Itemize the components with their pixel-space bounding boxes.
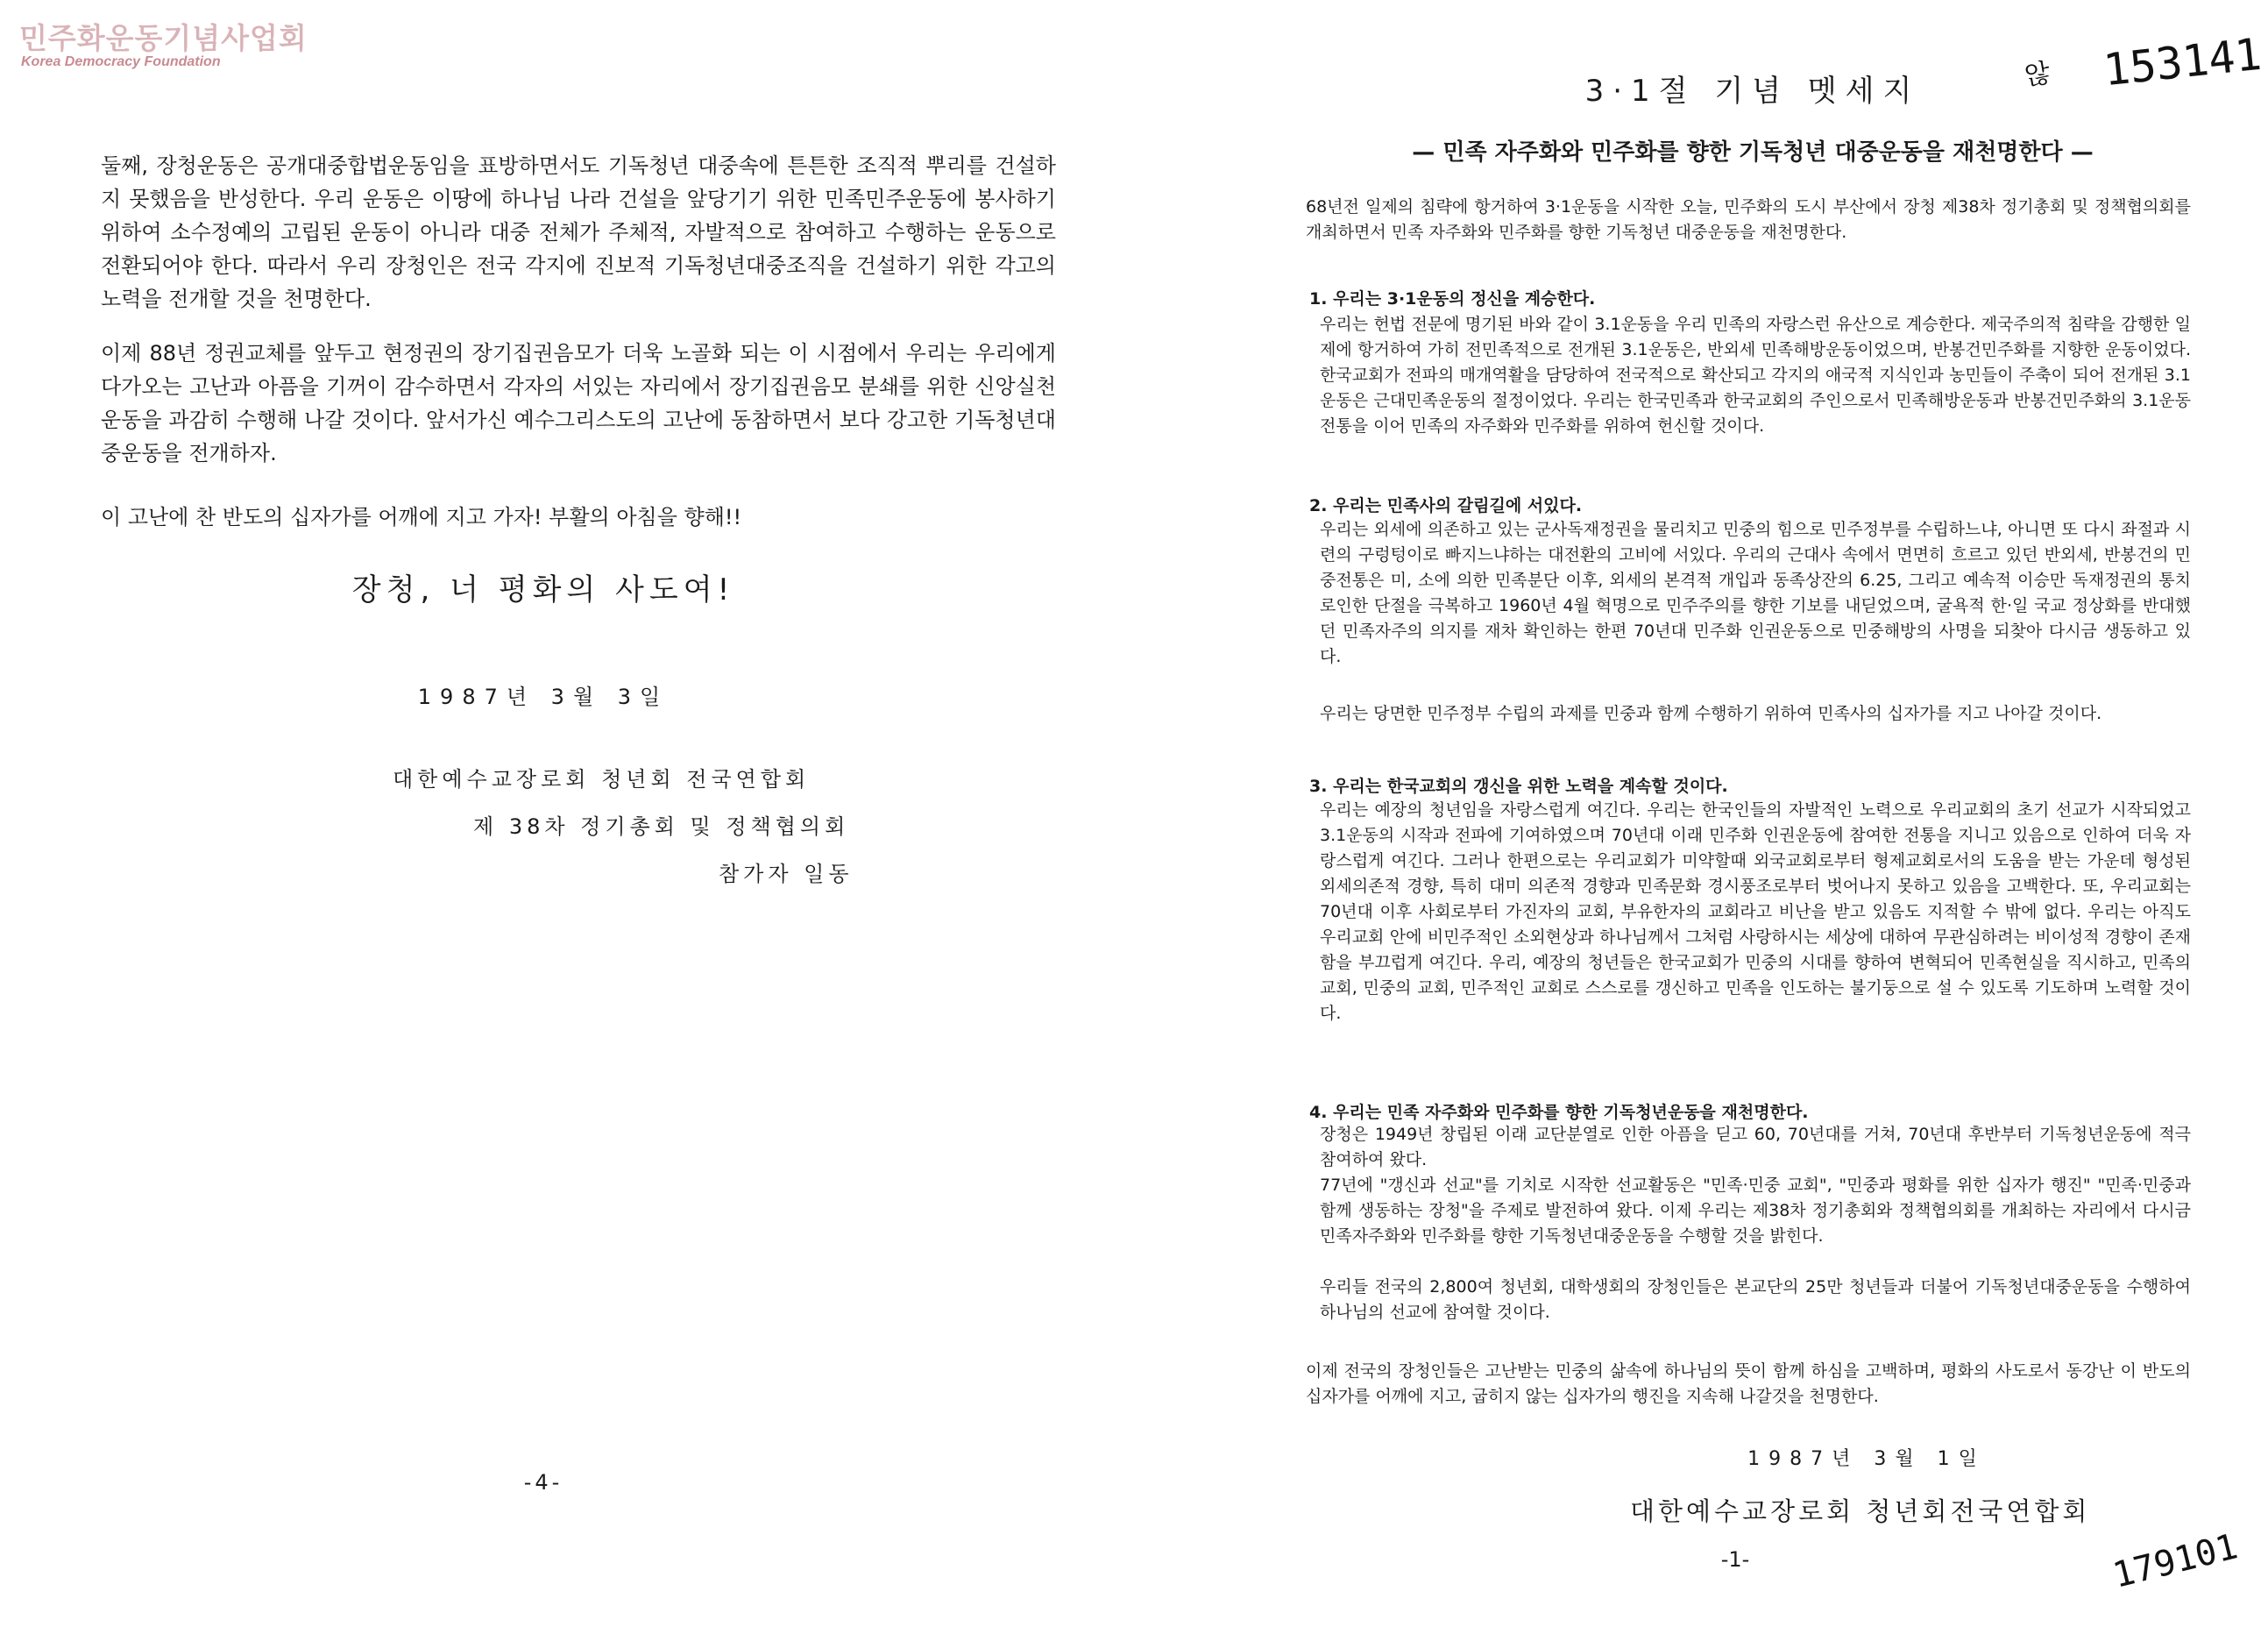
right-closing: 이제 전국의 장청인들은 고난받는 민중의 삶속에 하나님의 뜻이 함께 하심을 고백하며, 평화의 사도로서 동강난 이 반도의 십자가를 어깨에 지고, 굽히지 않는 십자가의 행진을 지속해 나갈것을 천명한다. — [1306, 1361, 2191, 1406]
left-slogan: 이 고난에 찬 반도의 십자가를 어깨에 지고 가자! 부활의 아침을 향해!! — [101, 505, 742, 529]
right-intro: 68년전 일제의 침략에 항거하여 3·1운동을 시작한 오늘, 민주화의 도시 부산에서 장청 제38차 정기총회 및 정책협의회를 개최하면서 민족 자주화와 민주화를 향한 기독청년 대중운동을 재천명한다. — [1306, 197, 2191, 242]
left-date: 1987년 3월 3일 — [417, 685, 670, 709]
right-page-number: -1- — [1720, 1547, 1750, 1572]
handwritten-mark: 않 — [2022, 57, 2053, 93]
left-org-line: 제 38차 정기총회 및 정책협의회 — [473, 814, 850, 839]
left-paragraph: 둘째, 장청운동은 공개대중합법운동임을 표방하면서도 기독청년 대중속에 튼튼한 조직적 뿌리를 건설하지 못했음을 반성한다. 우리 운동은 이땅에 하나님 나라 건설을 앞당기기 위한 민족민주운동에 봉사하기 위하여 소수정예의 고립된 운동이 아니라 대중 전체가 주체적, 자발적으로 참여하고 수행하는 운동으로 전환되어야 한다. 따라서 우리 장청인은 전국 각지에 진보적 기독청년대중조직을 건설하기 위한 각고의 노력을 전개할 것을 천명한다. — [101, 153, 1056, 311]
left-headline: 장청, 너 평화의 사도여! — [351, 572, 735, 607]
section-body: 우리는 헌법 전문에 명기된 바와 같이 3.1운동을 우리 민족의 자랑스런 유산으로 계승한다. 제국주의적 침략을 감행한 일제에 항거하여 가히 전민족적으로 전개된 3.1운동은, 반외세 민족해방운동이었으며, 반봉건민주화를 지향한 운동이었다. 한국교회가 전파의 매개역활을 담당하여 전국적으로 확산되고 각지의 애국적 지식인과 농민들이 주축이 되어 전개된 3.1운동은 근대민족운동의 절정이었다. 우리는 한국민족과 한국교회의 주인으로서 민족해방운동과 반봉건민주화의 3.1운동 전통을 이어 민족의 자주화와 민주화를 위하여 헌신할 것이다. — [1320, 315, 2191, 436]
right-subtitle: — 민족 자주화와 민주화를 향한 기독청년 대중운동을 재천명한다 — — [1412, 139, 2094, 166]
section-body: 우리는 예장의 청년임을 자랑스럽게 여긴다. 우리는 한국인들의 자발적인 노력으로 우리교회의 초기 선교가 시작되었고 3.1운동의 시작과 전파에 기여하였으며 70년대 이래 민주화 인권운동에 참여한 전통을 지니고 있음으로 인하여 더욱 자랑스럽게 여긴다. 그러나 한편으로는 우리교회가 미약할때 외국교회로부터 형제교회로서의 도움을 받는 가운데 형성된 외세의존적 경향, 특히 대미 의존적 경향과 민족문화 경시풍조로부터 벗어나지 못하고 있음을 고백한다. 또, 우리교회는 70년대 이후 사회로부터 가진자의 교회, 부유한자의 교회라고 비난을 받고 있음도 지적할 수 밖에 없다. 우리는 아직도 우리교회 안에 비민주적인 소외현상과 하나님께서 그처럼 사랑하시는 세상에 대하여 무관심하려는 비이성적 경향이 존재함을 부끄럽게 여긴다. 우리, 예장의 청년들은 한국교회가 민중의 시대를 향하여 변혁되어 민족현실을 직시하고, 민족의 교회, 민중의 교회, 민주적인 교회로 스스로를 갱신하고 민족을 인도하는 불기둥으로 설 수 있도록 기도하며 노력할 것이다. — [1320, 800, 2191, 1023]
left-org-line: 대한예수교장로회 청년회 전국연합회 — [393, 767, 811, 792]
section-body: 우리들 전국의 2,800여 청년회, 대학생회의 장청인들은 본교단의 25만 청년들과 더불어 기독청년대중운동을 수행하여 하나님의 선교에 참여할 것이다. — [1320, 1277, 2191, 1322]
handwritten-number-bottom: 179101 — [2109, 1526, 2242, 1596]
section-body: 77년에 "갱신과 선교"를 기치로 시작한 선교활동은 "민족·민중 교회", "민중과 평화를 위한 십자가 행진" "민족·민중과 함께 생동하는 장청"을 주제로 발전하여 왔다. 이제 우리는 제38차 정기총회와 정책협의회를 개최하는 자리에서 다시금 민족자주화와 민주화를 향한 기독청년대중운동을 수행할 것을 밝힌다. — [1320, 1176, 2191, 1246]
section-heading: 1. 우리는 3·1운동의 정신을 계승한다. — [1309, 289, 1596, 309]
section-heading: 3. 우리는 한국교회의 갱신을 위한 노력을 계속할 것이다. — [1309, 777, 1728, 796]
section-body: 장청은 1949년 창립된 이래 교단분열로 인한 아픔을 딛고 60, 70년대를 거쳐, 70년대 후반부터 기독청년운동에 적극 참여하여 왔다. — [1320, 1125, 2191, 1169]
section-body: 우리는 외세에 의존하고 있는 군사독재정권을 물리치고 민중의 힘으로 민주정부를 수립하느냐, 아니면 또 다시 좌절과 시련의 구렁텅이로 빠지느냐하는 대전환의 고비에 서있다. 우리의 근대사 속에서 면면히 흐르고 있던 반외세, 반봉건의 민중전통은 미, 소에 의한 민족분단 이후, 외세의 본격적 개입과 동족상잔의 6.25, 그리고 예속적 이승만 독재정권의 통치로인한 단절을 극복하고 1960년 4월 혁명으로 민주주의를 향한 기보를 내딛었으며, 굴욕적 한·일 국교 정상화를 반대했던 민족자주의 의지를 재차 확인하는 한편 70년대 민주화 인권운동으로 민중해방의 사명을 되찾아 다시금 생동하고 있다. — [1320, 520, 2191, 666]
left-page-number: -4- — [523, 1470, 563, 1495]
section-heading: 2. 우리는 민족사의 갈림길에 서있다. — [1309, 496, 1583, 515]
handwritten-number-top: 153141 — [2101, 28, 2264, 96]
watermark-subtitle: Korea Democracy Foundation — [21, 54, 221, 69]
right-title: 3·1절 기념 멧세지 — [1584, 74, 1921, 109]
right-org: 대한예수교장로회 청년회전국연합회 — [1630, 1496, 2091, 1526]
section-body: 우리는 당면한 민주정부 수립의 과제를 민중과 함께 수행하기 위하여 민족사의 십자가를 지고 나아갈 것이다. — [1320, 704, 2102, 723]
left-paragraph: 이제 88년 정권교체를 앞두고 현정권의 장기집권음모가 더욱 노골화 되는 이 시점에서 우리는 우리에게 다가오는 고난과 아픔을 기꺼이 감수하면서 각자의 서있는 자리에서 장기집권음모 분쇄를 위한 신앙실천운동을 과감히 수행해 나갈 것이다. 앞서가신 예수그리스도의 고난에 동참하면서 보다 강고한 기독청년대중운동을 전개하자. — [101, 341, 1056, 465]
watermark-title: 민주화운동기념사업회 — [19, 21, 308, 55]
section-heading: 4. 우리는 민족 자주화와 민주화를 향한 기독청년운동을 재천명한다. — [1309, 1103, 1809, 1122]
right-date: 1987년 3월 1일 — [1747, 1448, 1986, 1470]
left-org-line: 참가자 일동 — [719, 862, 854, 886]
